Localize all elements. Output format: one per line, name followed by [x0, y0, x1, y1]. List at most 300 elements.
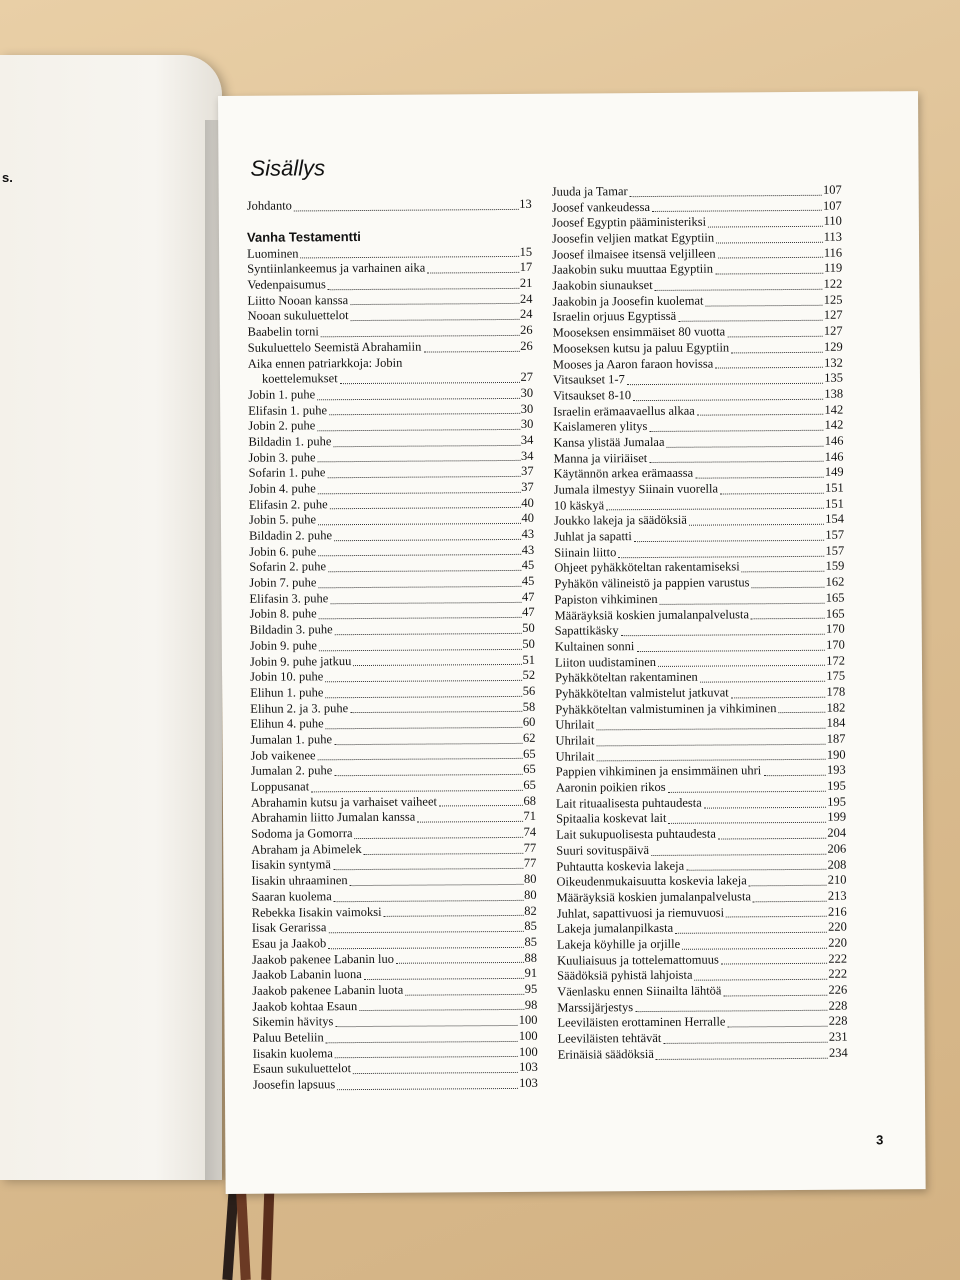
toc-entry-title: Luominen	[247, 246, 299, 261]
toc-entry-page: 170	[825, 621, 845, 637]
leader-dots	[334, 899, 523, 901]
toc-entry-page: 91	[524, 966, 538, 981]
toc-entry-title: Elifasin 2. puhe	[248, 496, 328, 512]
toc-entry-title: Säädöksiä pyhistä lahjoista	[557, 968, 693, 984]
toc-entry-title: Juuda ja Tamar	[551, 184, 628, 199]
leader-dots	[689, 524, 824, 526]
leader-dots	[337, 1088, 518, 1090]
toc-entry-title: Kansa ylistää Jumalaa	[553, 434, 665, 450]
toc-entry-title: Jobin 1. puhe	[248, 387, 316, 402]
toc-entry-page: 204	[827, 825, 847, 840]
leader-dots	[718, 257, 823, 259]
leader-dots	[686, 869, 827, 871]
leader-dots	[636, 649, 825, 651]
toc-left-entries	[247, 244, 538, 1093]
toc-entry-title: Sofarin 1. puhe	[248, 465, 326, 481]
leader-dots	[328, 947, 523, 949]
toc-entry-page: 195	[827, 794, 846, 809]
toc-entry-title: Liiton uudistaminen	[554, 654, 657, 670]
leader-dots	[321, 335, 519, 337]
toc-entry-page: 113	[823, 229, 843, 244]
toc-entry-title: Jaakob pakenee Labanin luo	[251, 951, 395, 967]
toc-entry-title: Jobin 2. puhe	[248, 418, 316, 434]
leader-dots	[726, 916, 827, 918]
toc-entry-page: 65	[523, 777, 536, 792]
toc-entry-title: Vitsaukset 8-10	[553, 388, 632, 403]
leader-dots	[627, 383, 823, 385]
toc-entry-page: 151	[825, 496, 844, 511]
leader-dots	[423, 350, 519, 352]
leader-dots	[660, 602, 825, 604]
toc-entry-page: 68	[523, 793, 536, 808]
toc-entry-page: 100	[518, 1044, 538, 1059]
toc-entry-page: 30	[520, 417, 534, 432]
toc-entry-page: 193	[826, 763, 846, 778]
toc-entry-page: 182	[826, 700, 846, 715]
leader-dots	[364, 852, 523, 854]
toc-entry-page: 157	[825, 527, 845, 542]
leader-dots	[311, 790, 522, 792]
toc-entry-page: 210	[827, 872, 847, 887]
toc-entry-title: Oikeudenmukaisuutta koskevia lakeja	[556, 873, 747, 889]
toc-entry-title: Joukko lakeja ja säädöksiä	[553, 513, 687, 529]
toc-entry-title-cont: koettelemukset	[261, 371, 338, 386]
toc-entry-title: Kuuliaisuus ja tottelemattomuus	[556, 952, 719, 968]
toc-entry-page: 82	[524, 903, 537, 918]
leader-dots	[663, 1042, 827, 1044]
toc-entry-page: 162	[825, 574, 845, 589]
leader-dots	[731, 351, 823, 353]
toc-entry-page: 146	[824, 449, 844, 464]
leader-dots	[649, 461, 824, 463]
toc-entry-page: 165	[825, 590, 845, 605]
toc-entry-page: 77	[523, 840, 537, 855]
toc-entry-page: 170	[826, 637, 845, 652]
toc-entry-title: 10 käskyä	[553, 498, 605, 513]
toc-entry-title: Pyhäkön välineistö ja pappien varustus	[554, 575, 750, 591]
toc-entry-title: Marssijärjestys	[557, 999, 634, 1015]
leader-dots	[630, 194, 822, 196]
leader-dots	[318, 758, 523, 760]
toc-entry-title: Jaakob Labanin luona	[252, 967, 362, 983]
toc-entry-page: 47	[521, 589, 535, 604]
toc-entry-title: Pyhäkköteltan valmistelut jatkuvat	[555, 685, 729, 701]
leader-dots	[317, 397, 519, 399]
toc-entry-page: 30	[520, 385, 534, 400]
leader-dots	[318, 460, 520, 462]
leader-dots	[325, 696, 521, 698]
toc-entry-page: 234	[828, 1045, 848, 1060]
toc-entry-page: 172	[826, 653, 846, 668]
toc-entry-title: Esau ja Jaakob	[251, 936, 327, 951]
toc-entry-title: Aika ennen patriarkkoja: Jobin	[247, 355, 403, 371]
toc-entry-title: Uhrilait	[555, 733, 595, 748]
toc-entry-title: Siinain liitto	[554, 545, 617, 560]
toc-entry-page: 228	[828, 998, 848, 1013]
leader-dots	[350, 303, 519, 305]
toc-entry-page: 206	[827, 841, 847, 856]
toc-entry-page: 85	[524, 934, 537, 949]
toc-entry-title: Spitaalia koskevat lait	[556, 811, 667, 827]
leader-dots	[658, 665, 825, 667]
toc-entry-title: Leeviläisten tehtävät	[557, 1031, 662, 1046]
toc-entry-title: Jumala ilmestyy Siinain vuorella	[553, 481, 719, 497]
toc-entry-page: 88	[524, 950, 538, 965]
toc-entry-title: Elihun 4. puhe	[250, 716, 324, 732]
leader-dots	[634, 540, 824, 542]
toc-entry-page: 142	[824, 402, 844, 417]
toc-entry-page: 13	[519, 196, 532, 211]
toc-entry-page: 30	[520, 401, 534, 416]
toc-entry-title: Papiston vihkiminen	[554, 591, 658, 607]
leader-dots	[596, 744, 825, 747]
toc-entry-title: Määräyksiä koskien jumalanpalvelusta	[556, 889, 752, 905]
toc-entry-title: Bildadin 3. puhe	[249, 622, 333, 637]
leader-dots	[333, 445, 520, 447]
toc-entry-title: Suuri sovituspäivä	[556, 842, 650, 858]
leader-dots	[695, 477, 824, 479]
toc-entry-page: 107	[822, 182, 842, 197]
leader-dots	[350, 711, 522, 713]
toc-entry-title: Pappien vihkiminen ja ensimmäinen uhri	[555, 763, 762, 780]
leader-dots	[326, 1041, 518, 1043]
leader-dots	[656, 1057, 828, 1059]
toc-entry-title: Iisakin uhraaminen	[251, 873, 348, 888]
leader-dots	[301, 256, 519, 259]
leader-dots	[318, 586, 520, 588]
toc-entry-page: 27	[520, 369, 534, 385]
toc-entry-title: Elihun 1. puhe	[250, 685, 324, 700]
toc-entry-page: 45	[521, 558, 535, 573]
toc-entry-page: 74	[523, 824, 537, 839]
toc-entry-title: Puhtautta koskevia lakeja	[556, 858, 685, 874]
leader-dots	[727, 336, 823, 338]
toc-entry-title: Juhlat, sapattivuosi ja riemuvuosi	[556, 905, 725, 921]
leader-dots	[384, 915, 524, 917]
toc-entry-page: 222	[828, 951, 848, 966]
leader-dots	[318, 523, 520, 525]
toc-entry-title: Bildadin 1. puhe	[248, 434, 332, 449]
toc-entry-title: Saaran kuolema	[251, 889, 332, 904]
toc-entry	[253, 1076, 538, 1094]
toc-entry-title: Lait rituaalisesta puhtaudesta	[555, 795, 702, 811]
leader-dots	[753, 900, 827, 902]
toc-entry-page: 62	[522, 730, 536, 745]
toc-right-column	[552, 183, 848, 1064]
toc-entry-title: Erinäisiä säädöksiä	[557, 1046, 654, 1062]
toc-entry-page: 190	[826, 747, 846, 762]
toc-right-entries	[552, 183, 848, 1064]
toc-entry-page: 222	[828, 966, 848, 982]
toc-entry-title: Ohjeet pyhäkköteltan rakentamiseksi	[554, 559, 740, 576]
leader-dots	[763, 775, 826, 776]
leader-dots	[778, 712, 825, 713]
toc-entry-page: 15	[519, 244, 533, 259]
toc-entry-title: Manna ja viiriäiset	[553, 450, 648, 466]
toc-entry-title: Mooses ja Aaron faraon hovissa	[552, 356, 714, 372]
leader-dots	[396, 962, 524, 964]
toc-entry-title: Jobin 7. puhe	[249, 575, 317, 590]
leader-dots	[700, 681, 826, 683]
leader-dots	[335, 1056, 518, 1058]
toc-entry-title: Elihun 2. ja 3. puhe	[250, 700, 349, 716]
toc-entry-page: 40	[521, 495, 534, 510]
leader-dots	[655, 289, 823, 291]
toc-entry-page: 60	[522, 715, 536, 730]
leader-dots	[326, 727, 522, 729]
toc-entry-title: Iisak Gerarissa	[251, 920, 327, 936]
leader-dots	[715, 367, 823, 369]
leader-dots	[633, 398, 823, 400]
toc-entry-title: Jobin 9. puhe	[249, 638, 317, 653]
toc-entry-page: 100	[518, 1013, 538, 1028]
leader-dots	[667, 445, 824, 447]
toc-entry-title: Israelin orjuus Egyptissä	[552, 309, 677, 325]
toc-entry-page: 138	[824, 386, 844, 401]
toc-entry-title: Vedenpaisumus	[247, 277, 326, 292]
toc-entry-page: 116	[823, 245, 843, 260]
leader-dots	[351, 319, 519, 321]
toc-entry-title: Väenlasku ennen Siinailta lähtöä	[557, 983, 722, 999]
toc-entry-page: 132	[824, 355, 843, 370]
leader-dots	[668, 791, 827, 793]
toc-entry-page: 159	[825, 559, 845, 574]
toc-entry-title: Jobin 6. puhe	[249, 544, 317, 559]
toc-entry-title: Kultainen sonni	[554, 639, 635, 654]
leader-dots	[752, 587, 825, 589]
toc-entry-page: 50	[522, 636, 535, 651]
toc-entry-page: 45	[521, 573, 535, 588]
leader-dots	[328, 570, 521, 572]
toc-entry-page: 34	[520, 448, 534, 463]
facing-page	[0, 55, 222, 1180]
toc-entry-page: 220	[828, 935, 847, 950]
leader-dots	[319, 648, 521, 650]
toc-entry-page: 119	[823, 261, 843, 276]
leader-dots	[427, 272, 518, 274]
leader-dots	[328, 931, 523, 933]
toc-entry-title: Elifasin 1. puhe	[248, 402, 328, 418]
toc-entry-title: Jobin 4. puhe	[248, 481, 316, 496]
toc-entry-title: Abraham ja Abimelek	[251, 841, 362, 857]
toc-entry-page: 77	[523, 856, 537, 871]
leader-dots	[333, 868, 523, 870]
toc-entry-title: Jobin 3. puhe	[248, 449, 316, 465]
toc-entry-page: 51	[522, 652, 535, 667]
toc-entry-title: Sikemin hävitys	[252, 1014, 334, 1030]
toc-entry	[248, 354, 533, 387]
toc-entry-page: 135	[824, 370, 844, 386]
leader-dots	[319, 617, 521, 619]
toc-entry-page: 24	[519, 307, 533, 322]
toc-entry-title: Jumalan 2. puhe	[250, 763, 333, 779]
toc-entry-page: 71	[523, 809, 537, 824]
toc-entry-title: Pyhäkköteltan rakentaminen	[555, 669, 698, 685]
leader-dots	[417, 821, 522, 823]
toc-entry-title: Job vaikenee	[250, 748, 316, 763]
toc-entry-title: Jobin 5. puhe	[248, 512, 317, 528]
toc-entry-page: 151	[824, 480, 844, 495]
toc-entry-title: Esaun sukuluettelot	[252, 1061, 352, 1077]
leader-dots	[635, 1010, 828, 1012]
leader-dots	[335, 633, 522, 635]
leader-dots	[675, 932, 827, 934]
toc-entry-page: 199	[827, 810, 847, 825]
leader-dots	[318, 554, 520, 556]
toc-entry-title: Abrahamin kutsu ja varhaiset vaiheet	[250, 794, 438, 810]
leader-dots	[708, 226, 823, 228]
toc-entry-title: Sukuluettelo Seemistä Abrahamiin	[247, 339, 422, 355]
leader-dots	[353, 1072, 518, 1074]
toc-entry-title: Iisakin syntymä	[251, 857, 331, 873]
toc-entry-page: 65	[523, 746, 536, 761]
leader-dots	[621, 634, 825, 636]
toc-entry-page: 107	[822, 198, 842, 213]
toc-left-column	[247, 197, 538, 1094]
toc-entry-page: 213	[827, 888, 847, 903]
leader-dots	[334, 743, 522, 745]
toc-entry-title: Joosefin lapsuus	[252, 1077, 336, 1092]
toc-entry-title: Määräyksiä koskien jumalanpalvelusta	[554, 606, 750, 623]
toc-entry-title: Jaakob pakenee Labanin luota	[252, 982, 404, 998]
toc-entry-page: 34	[520, 432, 534, 447]
toc-entry-title: Jaakobin suku muuttaa Egyptiin	[552, 261, 714, 278]
toc-entry-page: 127	[823, 323, 843, 338]
toc-entry-page: 85	[524, 919, 537, 934]
toc-entry-title: Syntiinlankeemus ja varhainen aika	[247, 260, 426, 277]
leader-dots	[678, 320, 823, 322]
toc-entry-title: Jobin 9. puhe jatkuu	[249, 653, 352, 669]
toc-entry-page: 100	[518, 1028, 538, 1043]
leader-dots	[317, 429, 519, 431]
leader-dots	[716, 242, 823, 244]
toc-entry-page: 37	[521, 479, 534, 494]
toc-entry-page: 195	[827, 778, 846, 793]
toc-entry-title: Jobin 8. puhe	[249, 606, 317, 622]
toc-entry-title: Aaronin poikien rikos	[555, 780, 666, 795]
toc-entry-title: Joosef vankeudessa	[551, 199, 651, 215]
toc-entry-page: 103	[518, 1060, 538, 1075]
leader-dots	[350, 884, 523, 886]
leader-dots	[606, 508, 824, 511]
leader-dots	[328, 288, 519, 290]
leader-dots	[353, 664, 521, 666]
leader-dots	[355, 837, 523, 839]
leader-dots	[318, 492, 520, 494]
toc-entry-title: Sapattikäsky	[554, 623, 619, 638]
toc-entry-title: Lait sukupuolisesta puhtaudesta	[556, 826, 716, 842]
toc-entry-page: 178	[826, 684, 846, 699]
toc-entry-page: 43	[521, 542, 535, 557]
toc-entry-title: Joosefin veljien matkat Egyptiin	[551, 230, 715, 246]
toc-entry-page: 37	[521, 464, 534, 479]
toc-entry-page: 26	[520, 338, 533, 353]
toc-entry-page: 56	[522, 683, 536, 698]
leader-dots	[668, 822, 826, 824]
toc-entry-title: Iisakin kuolema	[252, 1045, 333, 1061]
toc-entry-page: 98	[524, 997, 538, 1012]
leader-dots	[720, 493, 824, 495]
leader-dots	[718, 838, 827, 840]
leader-dots	[651, 853, 827, 855]
toc-entry-title: Mooseksen ensimmäiset 80 vuotta	[552, 324, 726, 340]
leader-dots	[359, 1009, 524, 1011]
toc-entry-page: 226	[828, 982, 848, 997]
toc-entry-page: 80	[523, 871, 537, 887]
toc-entry-page: 228	[828, 1014, 848, 1029]
toc-entry-page: 103	[519, 1075, 538, 1091]
leader-dots	[742, 571, 825, 573]
toc-entry-page: 21	[519, 275, 533, 290]
toc-entry-title: Joosef Egyptin pääministeriksi	[551, 214, 707, 231]
toc-entry-title: Jobin 10. puhe	[250, 669, 324, 685]
toc-entry-page: 149	[824, 465, 844, 480]
leader-dots	[327, 476, 520, 478]
toc-entry-page: 157	[825, 543, 845, 558]
leader-dots	[405, 994, 524, 996]
toc-entry-title: Jaakobin ja Joosefin kuolemat	[552, 293, 704, 309]
toc-entry-page: 17	[519, 260, 533, 275]
leader-dots	[596, 728, 825, 731]
toc-entry-title: Juhlat ja sapatti	[554, 529, 632, 544]
toc-entry-title: Jaakob kohtaa Esaun	[252, 998, 358, 1014]
toc-entry-page: 50	[522, 620, 535, 636]
leader-dots	[704, 806, 826, 808]
toc-entry-page: 154	[825, 512, 845, 527]
leader-dots	[335, 1025, 517, 1027]
toc-entry	[558, 1045, 848, 1063]
leader-dots	[723, 995, 827, 997]
toc-entry-page: 129	[823, 339, 843, 354]
toc-entry-title: Bildadin 2. puhe	[249, 528, 333, 543]
leader-dots	[731, 696, 826, 698]
leader-dots	[330, 507, 521, 509]
leader-dots	[721, 963, 827, 965]
toc-entry-page: 175	[826, 668, 846, 684]
toc-entry-title: Lakeja köyhille ja orjille	[556, 936, 681, 952]
leader-dots	[329, 413, 520, 415]
leader-dots	[330, 601, 521, 603]
toc-entry-title: Mooseksen kutsu ja paluu Egyptiin	[552, 340, 730, 356]
leader-dots	[705, 304, 822, 306]
leader-dots	[334, 539, 521, 541]
toc-entry-page: 146	[824, 433, 844, 448]
leader-dots	[751, 618, 825, 620]
toc-entry-title: Uhrilait	[555, 749, 595, 764]
leader-dots	[749, 885, 827, 887]
toc-entry-title: Käytännön arkea erämaassa	[553, 466, 694, 482]
toc-entry-title: Abrahamin liitto Jumalan kanssa	[250, 810, 416, 826]
facing-page-text: s.	[2, 170, 13, 185]
toc-entry-title: Jaakobin siunaukset	[552, 278, 653, 293]
toc-entry-title: Rebekka Iisakin vaimoksi	[251, 904, 382, 920]
toc-entry-title: Jumalan 1. puhe	[250, 732, 333, 747]
leader-dots	[715, 273, 823, 275]
page-number: 3	[876, 1132, 884, 1148]
toc-entry-page: 80	[524, 887, 537, 902]
leader-dots	[618, 555, 824, 557]
toc-entry-page: 127	[823, 308, 843, 323]
leader-dots	[294, 209, 518, 212]
toc-entry-page: 65	[523, 762, 536, 777]
toc-entry-title: Johdanto	[246, 198, 292, 213]
leader-dots	[364, 978, 524, 980]
toc-entry-page: 142	[824, 417, 844, 433]
toc-entry-page: 231	[828, 1029, 848, 1044]
toc-entry-title: Sofarin 2. puhe	[249, 559, 327, 575]
toc-entry-page: 216	[827, 904, 847, 919]
leader-dots	[697, 414, 824, 416]
